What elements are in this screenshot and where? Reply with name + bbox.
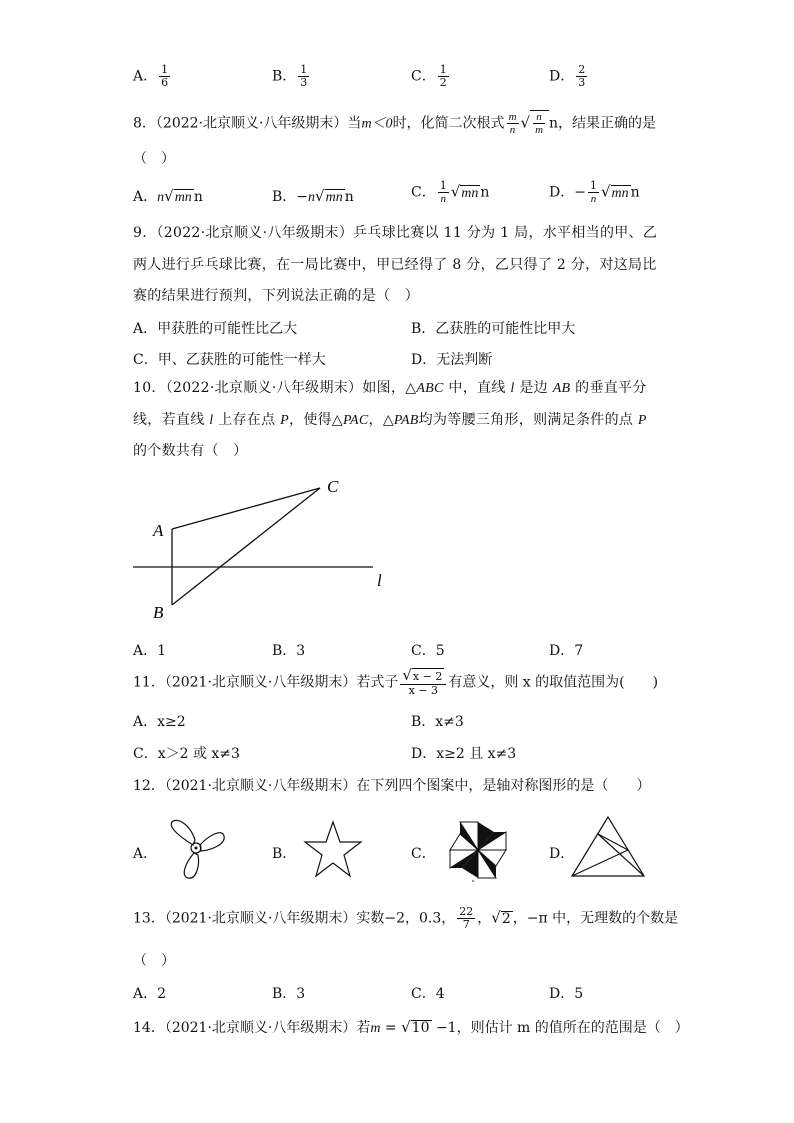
q10-option-c[interactable]: C．5 <box>411 643 445 659</box>
label-a: A <box>153 521 164 540</box>
nested-triangle-figure <box>570 814 646 880</box>
q8-option-c[interactable]: C． $\frac{1}{n}$ √mn n <box>411 179 490 205</box>
triangle-figure <box>125 470 395 620</box>
q9-option-a[interactable]: A．甲获胜的可能性比乙大 <box>133 321 298 337</box>
q13-option-d[interactable]: D．5 <box>549 986 584 1002</box>
question-9-stem: 9．（2022·北京顺义·八年级期末）乒乓球比赛以 11 分为 1 局，水平相当的甲、乙两人进行乒乓球比赛，在一局比赛中，甲已经得了 8 分，乙只得了 2 分，对这局比赛的结果进行预判，下列说法正确的是（ ） <box>133 225 658 304</box>
segment-ac <box>172 488 320 529</box>
label-l: l <box>377 571 382 590</box>
q11-option-c[interactable]: C．x＞2 或 x≠3 <box>133 746 240 762</box>
q7-option-d[interactable]: D． $\frac{2}{3}$ <box>549 63 586 89</box>
question-11-stem: 11．（2021·北京顺义·八年级期末）若式子 $\frac{√x - 2}{x - 3}$ 有意义，则 x 的取值范围为( ) <box>133 666 659 697</box>
q7-option-b[interactable]: B． $\frac{1}{3}$ <box>272 63 308 89</box>
pinwheel-figure <box>436 818 520 882</box>
question-13-paren: （ ） <box>133 953 175 969</box>
q8-option-d[interactable]: D．− $\frac{1}{n}$ √mn n <box>549 179 640 205</box>
question-10-stem: 10．（2022·北京顺义·八年级期末）如图，△ABC 中，直线 l 是边 AB 的垂直平分线，若直线 l 上存在点 P，使得△PAC，△PAB均为等腰三角形，则满足条件的点 P 的个数共有（ ） <box>133 380 647 459</box>
question-8-paren: （ ） <box>133 151 175 167</box>
q8-option-b[interactable]: B．−n√mn n <box>272 187 354 205</box>
q11-option-b[interactable]: B．x≠3 <box>411 714 464 730</box>
q10-option-a[interactable]: A．1 <box>133 643 167 659</box>
q12-option-a[interactable]: A． <box>133 846 158 862</box>
q13-option-a[interactable]: A．2 <box>133 986 167 1002</box>
q10-option-d[interactable]: D．7 <box>549 643 584 659</box>
q7-option-a[interactable]: A． $\frac{1}{6}$ <box>133 63 169 89</box>
q9-option-c[interactable]: C．甲、乙获胜的可能性一样大 <box>133 352 326 368</box>
question-8-stem: 8．（2022·北京顺义·八年级期末）当m＜0时，化简二次根式 $\frac{m}{n}$ √ $\frac{n}{m}$ n，结果正确的是 <box>133 111 657 136</box>
question-13-stem: 13．（2021·北京顺义·八年级期末）实数−2，0.3， $\frac{22}{7}$ ，√2 ，−π 中，无理数的个数是 <box>133 905 679 931</box>
q7-option-c[interactable]: C． $\frac{1}{2}$ <box>411 63 447 89</box>
star-figure <box>302 820 364 878</box>
q13-option-c[interactable]: C．4 <box>411 986 445 1002</box>
q9-option-d[interactable]: D．无法判断 <box>411 352 493 368</box>
question-14-stem: 14．（2021·北京顺义·八年级期末）若m = √10 −1，则估计 m 的值所在的范围是（ ） <box>133 1018 689 1036</box>
q12-option-d[interactable]: D． <box>549 846 575 862</box>
q12-option-c[interactable]: C． <box>411 846 436 862</box>
q11-option-a[interactable]: A．x≥2 <box>133 714 186 730</box>
propeller-figure <box>160 818 230 882</box>
q9-option-b[interactable]: B．乙获胜的可能性比甲大 <box>411 321 576 337</box>
q11-option-d[interactable]: D．x≥2 且 x≠3 <box>411 746 517 762</box>
q10-option-b[interactable]: B．3 <box>272 643 306 659</box>
label-c: C <box>327 477 339 496</box>
segment-bc <box>172 488 320 605</box>
q13-option-b[interactable]: B．3 <box>272 986 306 1002</box>
label-b: B <box>153 603 164 620</box>
q8-option-a[interactable]: A．n√mn n <box>133 187 203 205</box>
q12-option-b[interactable]: B． <box>272 846 297 862</box>
question-12-stem: 12．（2021·北京顺义·八年级期末）在下列四个图案中，是轴对称图形的是（ ） <box>133 778 651 794</box>
